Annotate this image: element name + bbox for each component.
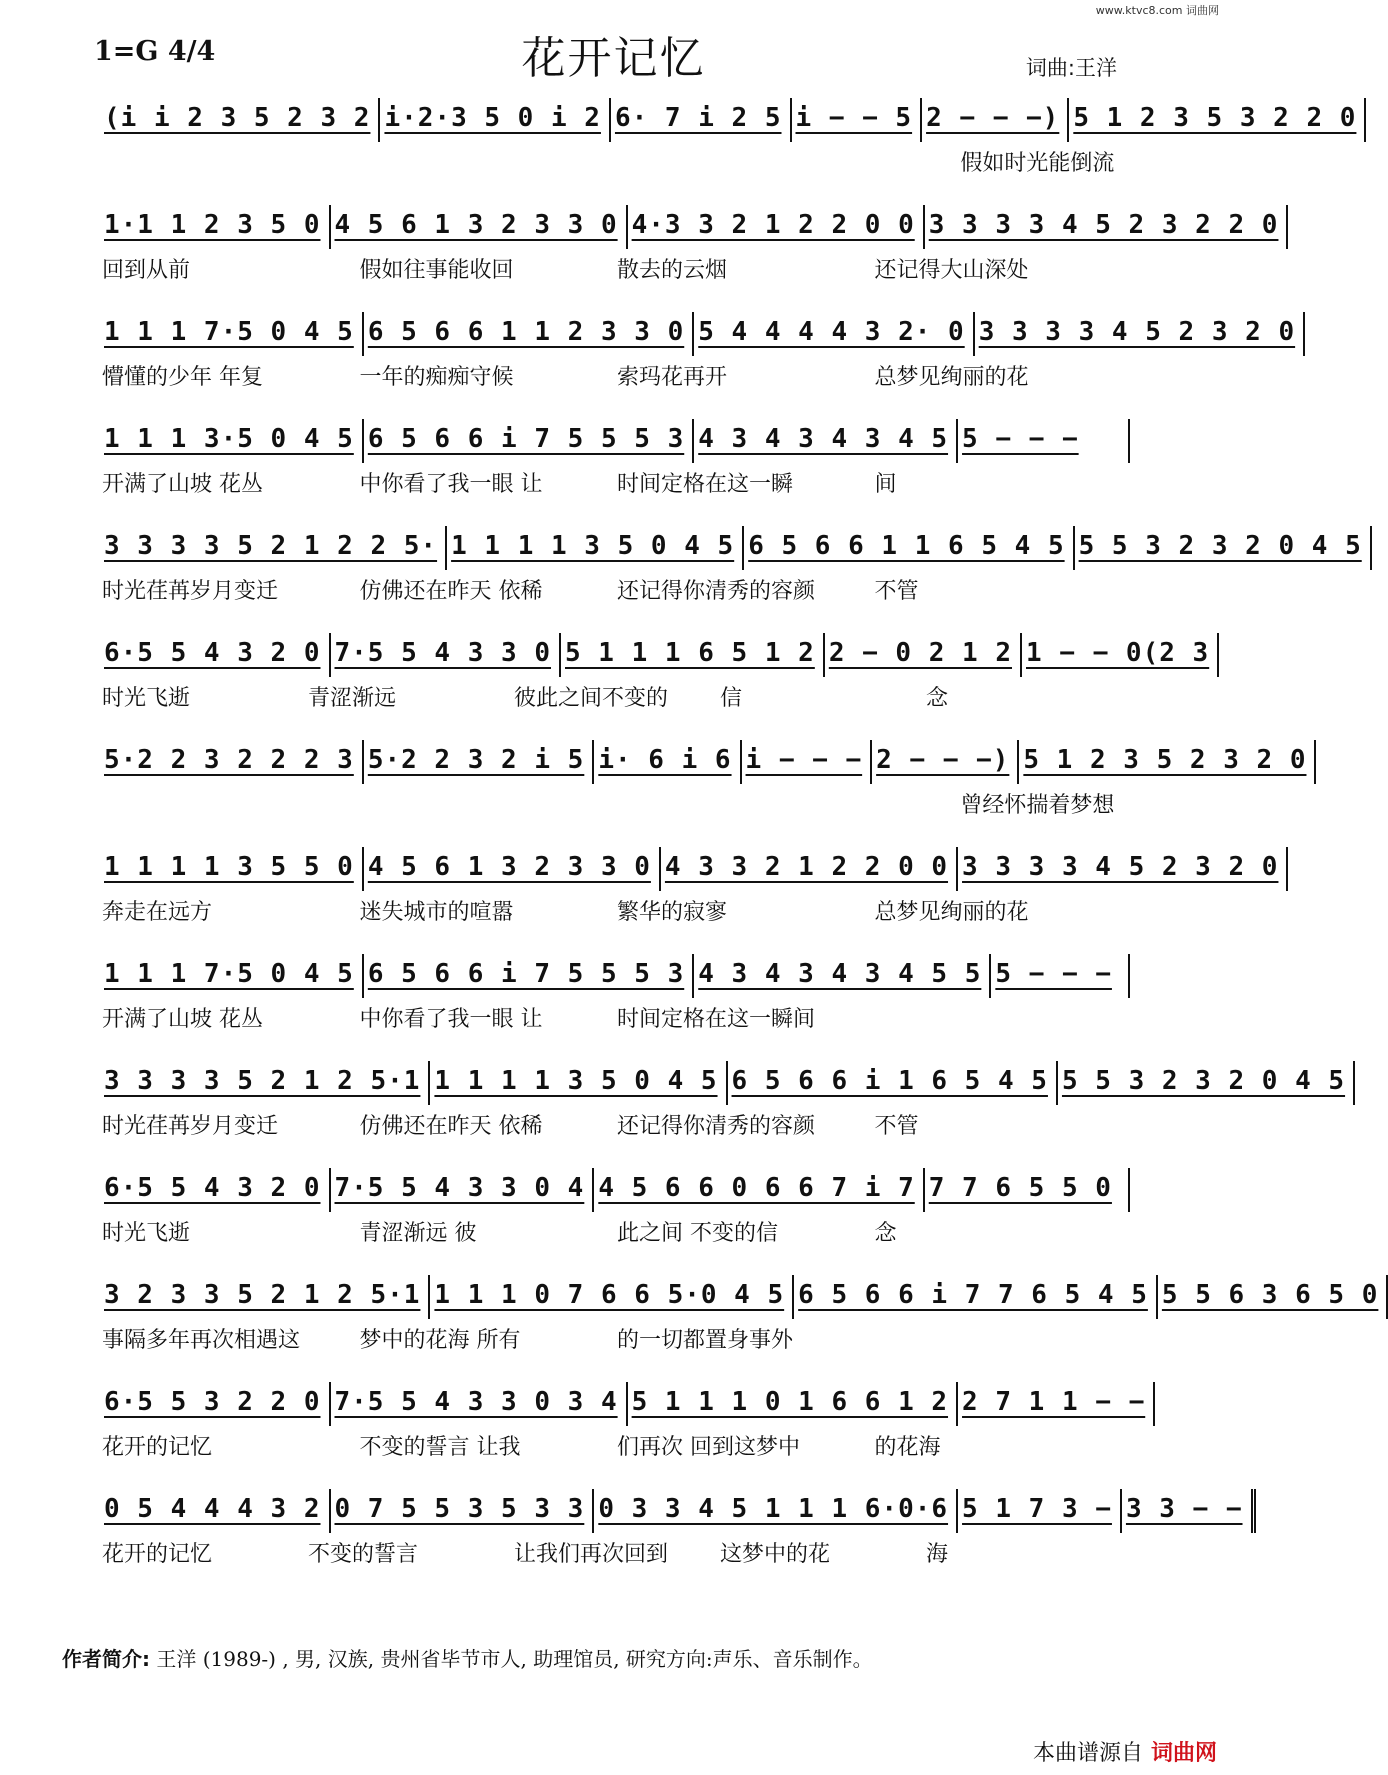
lyric-segment: 开满了山坡 花丛: [102, 1007, 263, 1032]
measure: 7·5 5 4 3 3 0 4: [331, 1168, 595, 1212]
measure: 3 3 3 3 5 2 1 2 2 5·: [100, 526, 447, 570]
score-line: [100, 1382, 1146, 1489]
lyric-segment: 回到从前: [102, 258, 191, 283]
lyric-segment: 索玛花再开: [617, 365, 728, 390]
notation-row: [100, 1382, 1146, 1426]
lyric-segment: 还记得你清秀的容颜: [617, 1114, 816, 1139]
lyric-segment: [443, 788, 615, 822]
measure: 7·5 5 4 3 3 0 3 4: [331, 1382, 628, 1426]
lyrics-row: [100, 1323, 1130, 1357]
measure: 2 7 1 1 − −: [958, 1382, 1155, 1426]
lyrics-row: [100, 467, 1130, 501]
lyric-segment: 一年的痴痴守候: [359, 365, 514, 390]
lyric-segment: 曾经怀揣着梦想: [960, 793, 1115, 818]
measure: 2 − 0 2 1 2: [825, 633, 1022, 677]
measure: 5 1 2 3 5 2 3 2 0: [1019, 740, 1316, 784]
lyrics-row: [100, 574, 1130, 608]
measure: 5 1 2 3 5 3 2 2 0: [1069, 98, 1366, 142]
lyric-segment: 不变的誓言: [308, 1542, 419, 1567]
measure: 5 5 3 2 3 2 0 4 5: [1075, 526, 1372, 570]
lyrics-row: [100, 1430, 1130, 1464]
measure: 5 1 1 1 6 5 1 2: [561, 633, 825, 677]
lyric-segment: 时光飞逝: [102, 1221, 191, 1246]
notation-row: [100, 847, 1279, 891]
key-signature: 1=G 4/4: [94, 36, 216, 67]
lyric-segment: 念: [926, 686, 949, 711]
measure: 6 5 6 6 i 1 6 5 4 5: [728, 1061, 1058, 1105]
score-line: [100, 98, 1357, 205]
lyric-segment: [100, 146, 272, 180]
lyric-segment: 还记得大山深处: [874, 258, 1029, 283]
measure: 5 − − −: [958, 419, 1130, 463]
lyric-segment: 总梦见绚丽的花: [874, 365, 1029, 390]
lyrics-row: [100, 788, 1130, 822]
lyric-segment: 时间定格在这一瞬: [617, 472, 794, 497]
measure: 5 4 4 4 4 3 2· 0: [694, 312, 974, 356]
notation-row: [100, 1275, 1379, 1319]
score-line: [100, 847, 1279, 954]
lyric-segment: [272, 146, 444, 180]
notation-row: [100, 98, 1357, 142]
lyric-segment: [787, 788, 959, 822]
measure: i·2·3 5 0 i 2: [380, 98, 611, 142]
measure: i· 6 i 6: [594, 740, 741, 784]
score-line: [100, 526, 1362, 633]
measure: 1 1 1 3·5 0 4 5: [100, 419, 364, 463]
lyric-segment: [272, 788, 444, 822]
score-line: [100, 205, 1279, 312]
score-line: [100, 1489, 1243, 1596]
measure: 7 7 6 5 5 0: [925, 1168, 1130, 1212]
lyrics-row: [100, 895, 1130, 929]
lyric-segment: [873, 1002, 1131, 1036]
lyric-segment: 念: [874, 1221, 897, 1246]
lyric-segment: 中你看了我一眼 让: [359, 1007, 543, 1032]
measure: 4 3 3 2 1 2 2 0 0: [661, 847, 958, 891]
score-line: [100, 740, 1307, 847]
lyric-segment: 的花海: [874, 1435, 941, 1460]
measure: 4 5 6 6 0 6 6 7 i 7: [594, 1168, 924, 1212]
lyric-segment: 迷失城市的喧嚣: [359, 900, 514, 925]
measure: 1 1 1 7·5 0 4 5: [100, 312, 364, 356]
lyric-segment: 不管: [874, 579, 919, 604]
measure: 6·5 5 4 3 2 0: [100, 1168, 331, 1212]
site-url: www.ktvc8.com 词曲网: [1095, 4, 1219, 17]
lyric-segment: 不管: [874, 1114, 919, 1139]
lyric-segment: 时光飞逝: [102, 686, 191, 711]
measure: 6·5 5 4 3 2 0: [100, 633, 331, 677]
notation-row: [100, 740, 1307, 784]
lyric-segment: 的一切都置身事外: [617, 1328, 794, 1353]
measure: (i i 2 3 5 2 3 2: [100, 98, 380, 142]
measure: 1 1 1 0 7 6 6 5·0 4 5: [430, 1275, 794, 1319]
lyrics-row: [100, 1216, 1130, 1250]
notation-row: [100, 419, 1130, 463]
measure: 6·5 5 3 2 2 0: [100, 1382, 331, 1426]
lyric-segment: 仿佛还在昨天 依稀: [359, 1114, 543, 1139]
measure: 5 5 6 3 6 5 0: [1158, 1275, 1388, 1319]
measure: 6· 7 i 2 5: [611, 98, 792, 142]
measure: 4 5 6 1 3 2 3 3 0: [364, 847, 661, 891]
measure: 1 1 1 7·5 0 4 5: [100, 954, 364, 998]
measure: 3 3 − −: [1122, 1489, 1256, 1533]
lyric-segment: 奔走在远方: [102, 900, 213, 925]
lyric-segment: 散去的云烟: [617, 258, 728, 283]
notation-row: [100, 1061, 1346, 1105]
lyric-segment: 还记得你清秀的容颜: [617, 579, 816, 604]
notation-row: [100, 205, 1279, 249]
measure: 5 1 7 3 −: [958, 1489, 1122, 1533]
score-line: [100, 633, 1210, 740]
lyric-segment: 花开的记忆: [102, 1435, 213, 1460]
source-text: 本曲谱源自: [1032, 1741, 1143, 1766]
notation-row: [100, 526, 1362, 570]
lyric-segment: 青涩渐远 彼: [359, 1221, 477, 1246]
measure: i − − −: [742, 740, 873, 784]
measure: 6 5 6 6 i 7 5 5 5 3: [364, 954, 694, 998]
measure: 3 3 3 3 5 2 1 2 5·1: [100, 1061, 430, 1105]
lyric-segment: 繁华的寂寥: [617, 900, 728, 925]
notation-row: [100, 954, 1130, 998]
measure: 3 3 3 3 4 5 2 3 2 0: [958, 847, 1288, 891]
lyric-segment: [873, 1323, 1131, 1357]
credit: 词曲:王洋: [1025, 56, 1117, 80]
lyric-segment: 间: [874, 472, 897, 497]
measure: 4 3 4 3 4 3 4 5: [694, 419, 958, 463]
measure: 0 7 5 5 3 5 3 3: [331, 1489, 595, 1533]
measure: 4 3 4 3 4 3 4 5 5: [694, 954, 991, 998]
lyric-segment: 时光荏苒岁月变迁: [102, 1114, 279, 1139]
measure: i − − 5: [792, 98, 923, 142]
author-text: 王洋 (1989-) , 男, 汉族, 贵州省毕节市人, 助理馆员, 研究方向:声乐、音乐制作。: [156, 1647, 873, 1671]
score: [100, 98, 1379, 1596]
measure: 1 1 1 1 3 5 0 4 5: [447, 526, 744, 570]
measure: 0 3 3 4 5 1 1 1 6·0·6: [594, 1489, 958, 1533]
lyric-segment: 不变的誓言 让我: [359, 1435, 521, 1460]
lyric-segment: 此之间 不变的信: [617, 1221, 778, 1246]
lyric-segment: 懵懂的少年 年复: [102, 365, 263, 390]
lyrics-row: [100, 253, 1130, 287]
lyric-segment: 花开的记忆: [102, 1542, 213, 1567]
lyric-segment: 事隔多年再次相遇这: [102, 1328, 301, 1353]
lyrics-row: [100, 360, 1130, 394]
measure: 3 3 3 3 4 5 2 3 2 0: [975, 312, 1305, 356]
lyric-segment: 总梦见绚丽的花: [874, 900, 1029, 925]
measure: 2 − − −): [922, 98, 1069, 142]
score-line: [100, 1275, 1379, 1382]
lyric-segment: 信: [720, 686, 743, 711]
score-line: [100, 954, 1130, 1061]
measure: 5 1 1 1 0 1 6 6 1 2: [628, 1382, 958, 1426]
measure: 5·2 2 3 2 i 5: [364, 740, 595, 784]
score-line: [100, 1168, 1130, 1275]
brand-logo: 词曲网: [1150, 1741, 1217, 1766]
song-title: 花开记忆: [521, 33, 706, 84]
lyric-segment: 仿佛还在昨天 依稀: [359, 579, 543, 604]
measure: 6 5 6 6 1 1 2 3 3 0: [364, 312, 694, 356]
measure: 6 5 6 6 1 1 6 5 4 5: [744, 526, 1074, 570]
score-line: [100, 419, 1130, 526]
lyric-segment: 中你看了我一眼 让: [359, 472, 543, 497]
measure: 3 2 3 3 5 2 1 2 5·1: [100, 1275, 430, 1319]
lyric-segment: 时间定格在这一瞬间: [617, 1007, 816, 1032]
measure: 5·2 2 3 2 2 2 3: [100, 740, 364, 784]
measure: 2 − − −): [872, 740, 1019, 784]
measure: 5 − − −: [991, 954, 1130, 998]
lyric-segment: 时光荏苒岁月变迁: [102, 579, 279, 604]
lyric-segment: 开满了山坡 花丛: [102, 472, 263, 497]
measure: 0 5 4 4 4 3 2: [100, 1489, 331, 1533]
lyric-segment: 这梦中的花: [720, 1542, 831, 1567]
measure: 1 1 1 1 3 5 0 4 5: [430, 1061, 727, 1105]
lyric-segment: [615, 146, 787, 180]
lyric-segment: 们再次 回到这梦中: [617, 1435, 800, 1460]
lyric-segment: 青涩渐远: [308, 686, 397, 711]
lyric-segment: 梦中的花海 所有: [359, 1328, 521, 1353]
measure: 4·3 3 2 1 2 2 0 0: [628, 205, 925, 249]
measure: 4 5 6 1 3 2 3 3 0: [331, 205, 628, 249]
notation-row: [100, 312, 1296, 356]
lyrics-row: [100, 1002, 1130, 1036]
measure: 7·5 5 4 3 3 0: [331, 633, 562, 677]
lyrics-row: [100, 681, 1130, 715]
source-footer: [1033, 1736, 1217, 1767]
lyric-segment: [787, 146, 959, 180]
score-line: [100, 1061, 1346, 1168]
measure: 1 − − 0(2 3: [1022, 633, 1219, 677]
measure: 3 3 3 3 4 5 2 3 2 2 0: [925, 205, 1289, 249]
author-label: 作者简介:: [62, 1647, 150, 1671]
lyric-segment: 假如时光能倒流: [960, 151, 1115, 176]
lyrics-row: [100, 146, 1130, 180]
lyric-segment: 海: [926, 1542, 949, 1567]
score-line: [100, 312, 1296, 419]
lyric-segment: 让我们再次回到: [514, 1542, 669, 1567]
notation-row: [100, 1489, 1243, 1533]
notation-row: [100, 633, 1210, 677]
lyric-segment: 彼此之间不变的: [514, 686, 669, 711]
author-note: [62, 1643, 1182, 1672]
lyric-segment: [615, 788, 787, 822]
measure: 5 5 3 2 3 2 0 4 5: [1058, 1061, 1355, 1105]
lyrics-row: [100, 1109, 1130, 1143]
lyric-segment: [443, 146, 615, 180]
measure: 6 5 6 6 i 7 7 6 5 4 5: [794, 1275, 1158, 1319]
measure: 1·1 1 2 3 5 0: [100, 205, 331, 249]
measure: 6 5 6 6 i 7 5 5 5 3: [364, 419, 694, 463]
notation-row: [100, 1168, 1130, 1212]
lyric-segment: 假如往事能收回: [359, 258, 514, 283]
lyric-segment: [100, 788, 272, 822]
lyrics-row: [100, 1537, 1130, 1571]
measure: 1 1 1 1 3 5 5 0: [100, 847, 364, 891]
